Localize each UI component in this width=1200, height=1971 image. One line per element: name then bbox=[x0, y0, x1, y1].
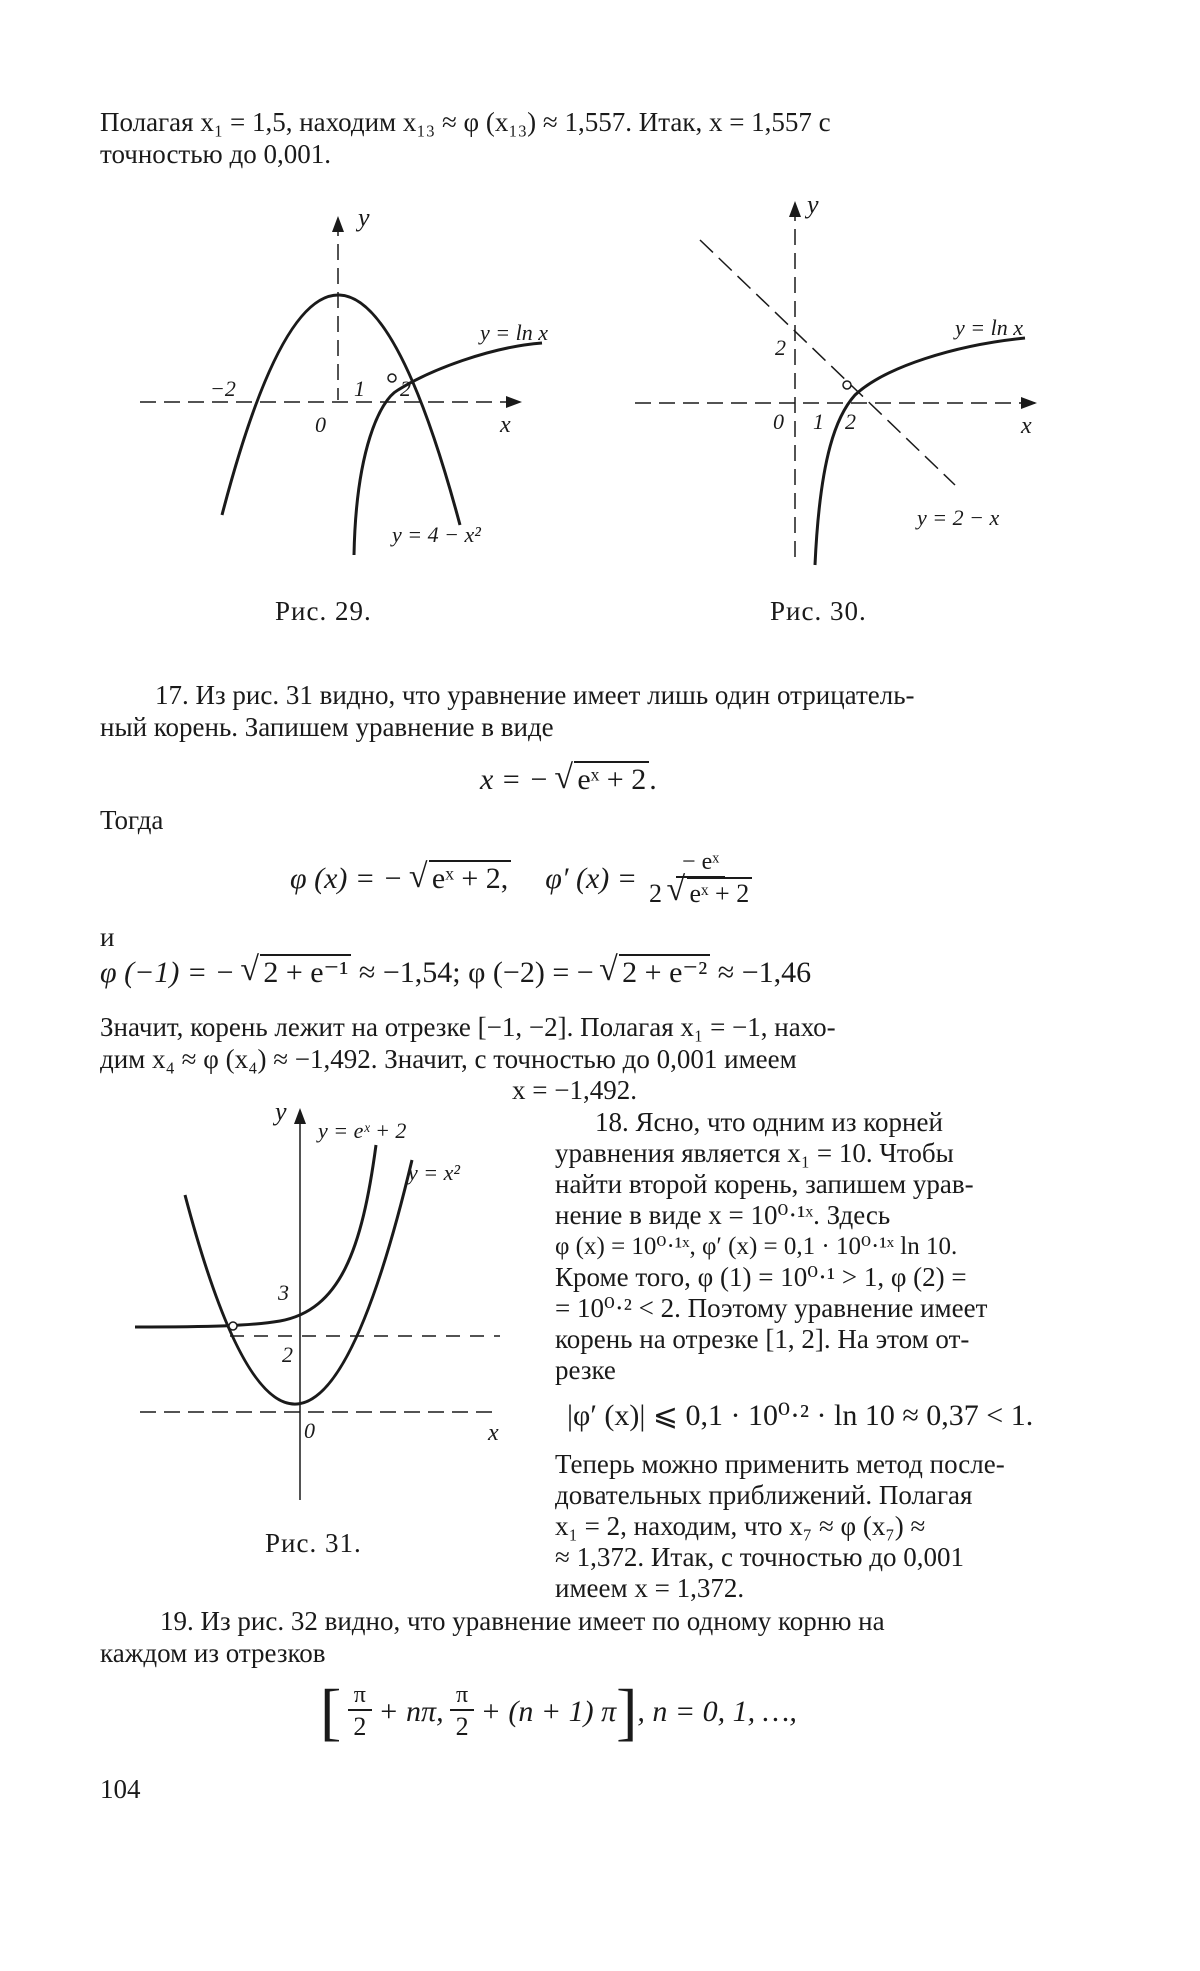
p17-dphi-num: − eˣ bbox=[676, 848, 725, 878]
ln-curve bbox=[815, 338, 1025, 565]
fig31-tick-3: 3 bbox=[278, 1280, 289, 1305]
p19-b2-num: π bbox=[450, 1681, 474, 1711]
top-line-2: точностью до 0,001. bbox=[100, 139, 331, 169]
p17-values-c: ≈ −1,46 bbox=[717, 956, 812, 989]
p17-values bbox=[100, 955, 811, 990]
fig30-y-label: y bbox=[807, 195, 819, 219]
parabola-curve bbox=[222, 295, 460, 525]
figure-29 bbox=[130, 210, 570, 570]
p18-line-14: имеем x = 1,372. bbox=[555, 1573, 745, 1603]
p18-line-10: Теперь можно применить метод после- bbox=[555, 1449, 1005, 1479]
fig30-lnx-label: y = ln x bbox=[955, 315, 1023, 340]
fig29-caption: Рис. 29. bbox=[275, 596, 372, 626]
fig31-tick-2: 2 bbox=[282, 1342, 293, 1367]
fig31-exp-label: y = eˣ + 2 bbox=[318, 1118, 407, 1143]
p17-phi-lhs: φ (x) = − bbox=[290, 862, 403, 895]
exp-curve bbox=[135, 1145, 376, 1327]
p19-b2-den: 2 bbox=[455, 1712, 469, 1741]
p17-then: Тогда bbox=[100, 805, 164, 835]
p18-line-4: нение в виде x = 10⁰·¹ˣ. Здесь bbox=[555, 1200, 891, 1230]
fig29-lnx-label: y = ln x bbox=[480, 320, 548, 345]
fig30-caption: Рис. 30. bbox=[770, 596, 867, 626]
p17-and: и bbox=[100, 922, 115, 952]
p17-values-root1: 2 + e⁻¹ bbox=[260, 954, 351, 989]
p18-line-6: Кроме того, φ (1) = 10⁰·¹ > 1, φ (2) = bbox=[555, 1262, 967, 1292]
fig30-tick-2x: 2 bbox=[845, 409, 856, 434]
fig31-sq-label: y = x² bbox=[408, 1160, 460, 1185]
p18-line-12: x₁ = 2, находим, что x₇ ≈ φ (x₇) ≈ bbox=[555, 1511, 926, 1541]
p18-line-13: ≈ 1,372. Итак, с точностью до 0,001 bbox=[555, 1542, 964, 1572]
p18-line-11: довательных приближений. Полагая bbox=[555, 1480, 973, 1510]
fig30-line-label: y = 2 − x bbox=[917, 505, 1000, 530]
fig30-tick-1: 1 bbox=[813, 409, 824, 434]
fig31-tick-0: 0 bbox=[304, 1418, 315, 1443]
p18-line-1: 18. Ясно, что одним из корней bbox=[595, 1107, 943, 1137]
p18-line-7: = 10⁰·² < 2. Поэтому уравнение имеет bbox=[555, 1293, 988, 1323]
p17-phi-root: eˣ + 2, bbox=[429, 860, 511, 895]
fig29-parabola-label: y = 4 − x² bbox=[392, 522, 481, 547]
fig29-tick-m2: −2 bbox=[210, 376, 236, 401]
p19-b1-den: 2 bbox=[353, 1712, 367, 1741]
p17-formula-phi bbox=[290, 848, 764, 910]
page-number: 104 bbox=[100, 1774, 141, 1804]
fig29-x-label: x bbox=[500, 412, 511, 438]
parabola-curve bbox=[185, 1160, 412, 1404]
fig31-x-label: x bbox=[488, 1420, 499, 1446]
p17-conc-2: дим x₄ ≈ φ (x₄) ≈ −1,492. Значит, с точностью до 0,001 имеем bbox=[100, 1044, 797, 1074]
p18-line-5: φ (x) = 10⁰·¹ˣ, φ′ (x) = 0,1 · 10⁰·¹ˣ ln 10. bbox=[555, 1233, 958, 1260]
p17-values-root2: 2 + e⁻² bbox=[619, 954, 710, 989]
fig30-tick-2y: 2 bbox=[775, 335, 786, 360]
p17-formula-lhs: x = − bbox=[480, 763, 549, 796]
p17-values-a: φ (−1) = − bbox=[100, 956, 235, 989]
figure-31 bbox=[130, 1100, 510, 1520]
fig29-tick-1: 1 bbox=[354, 376, 365, 401]
figure-30 bbox=[625, 195, 1065, 575]
p18-line-9: резке bbox=[555, 1355, 616, 1385]
p19-b1-num: π bbox=[348, 1681, 372, 1711]
p17-line-2: ный корень. Запишем уравнение в виде bbox=[100, 712, 554, 742]
fig30-tick-0: 0 bbox=[773, 409, 784, 434]
p17-line-1: 17. Из рис. 31 видно, что уравнение имеет лишь один отрицатель- bbox=[155, 680, 915, 710]
p17-conc-1: Значит, корень лежит на отрезке [−1, −2]. Полагая x₁ = −1, нахо- bbox=[100, 1012, 836, 1042]
p19-b-mid2: + (n + 1) π bbox=[480, 1695, 617, 1728]
p19-b-mid1: + nπ, bbox=[378, 1695, 444, 1728]
p17-formula-end: . bbox=[649, 763, 657, 796]
p18-line-2: уравнения является x₁ = 10. Чтобы bbox=[555, 1138, 954, 1168]
p17-dphi-lhs: φ′ (x) = bbox=[545, 862, 637, 895]
p17-formula-root: eˣ + 2 bbox=[574, 761, 649, 796]
fig29-tick-0: 0 bbox=[315, 412, 326, 437]
p18-column bbox=[555, 1107, 1105, 1604]
p17-conc-3: x = −1,492. bbox=[512, 1075, 637, 1105]
p17-dphi-den-root: eˣ + 2 bbox=[687, 877, 753, 908]
p19-b-tail: , n = 0, 1, …, bbox=[637, 1695, 797, 1728]
fig29-tick-2: 2 bbox=[400, 376, 411, 401]
p17-dphi-den-pre: 2 bbox=[649, 879, 662, 908]
p17-formula-x bbox=[480, 763, 657, 797]
p18-line-8: корень на отрезке [1, 2]. На этом от- bbox=[555, 1324, 970, 1354]
p17-values-b: ≈ −1,54; φ (−2) = − bbox=[358, 956, 594, 989]
fig30-x-label: x bbox=[1021, 413, 1032, 439]
p19-line-1: 19. Из рис. 32 видно, что уравнение имеет по одному корню на bbox=[160, 1606, 885, 1636]
p19-interval: [ $\frac{\pi}{2}$ + nπ, $\frac{\pi}{2}$ + (n + 1) π ] , n = 0, 1, …, bbox=[320, 1676, 797, 1747]
p18-inequality: |φ′ (x)| ⩽ 0,1 · 10⁰·² · ln 10 ≈ 0,37 < 1. bbox=[567, 1399, 1034, 1432]
p18-line-3: найти второй корень, запишем урав- bbox=[555, 1169, 974, 1199]
fig31-y-label: y bbox=[275, 1100, 287, 1126]
fig31-caption: Рис. 31. bbox=[265, 1528, 362, 1558]
fig29-y-label: y bbox=[358, 210, 370, 232]
top-line-1: Полагая x₁ = 1,5, находим x₁₃ ≈ φ (x₁₃) ≈ 1,557. Итак, x = 1,557 с bbox=[100, 107, 831, 137]
p19-line-2: каждом из отрезков bbox=[100, 1638, 326, 1668]
